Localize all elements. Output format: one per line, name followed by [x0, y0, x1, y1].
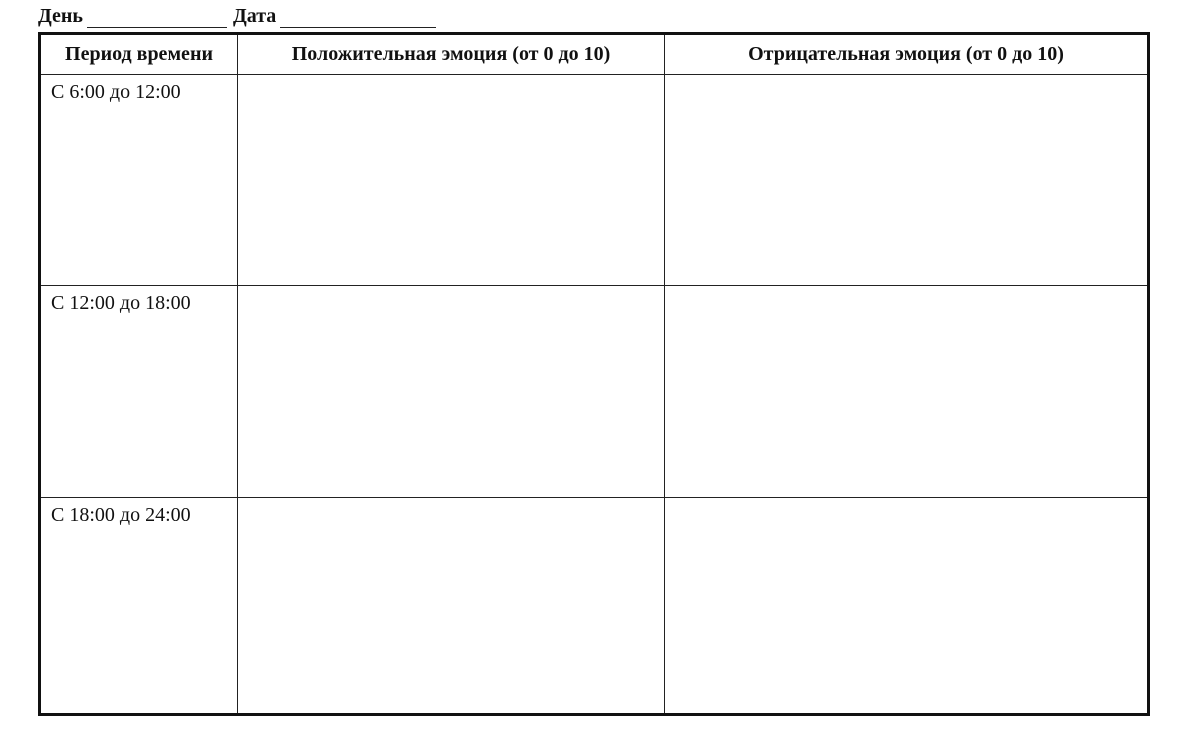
negative-emotion-cell[interactable]: [665, 286, 1149, 497]
period-cell: С 18:00 до 24:00: [40, 497, 238, 714]
day-label: День: [38, 5, 83, 27]
column-header-period: Период времени: [40, 34, 238, 75]
date-blank-field[interactable]: [280, 8, 436, 28]
table-header-row: [40, 34, 1149, 75]
table-row: [40, 75, 1149, 286]
day-blank-field[interactable]: [87, 8, 227, 28]
column-header-negative: Отрицательная эмоция (от 0 до 10): [665, 34, 1149, 75]
positive-emotion-cell[interactable]: [238, 286, 665, 497]
positive-emotion-cell[interactable]: [238, 75, 665, 286]
table-row: [40, 497, 1149, 714]
form-header: [38, 2, 442, 28]
table-row: [40, 286, 1149, 497]
emotion-log-table: [38, 32, 1150, 716]
column-header-positive: Положительная эмоция (от 0 до 10): [238, 34, 665, 75]
negative-emotion-cell[interactable]: [665, 497, 1149, 714]
period-cell: С 6:00 до 12:00: [40, 75, 238, 286]
period-cell: С 12:00 до 18:00: [40, 286, 238, 497]
negative-emotion-cell[interactable]: [665, 75, 1149, 286]
date-label: Дата: [232, 5, 277, 27]
positive-emotion-cell[interactable]: [238, 497, 665, 714]
